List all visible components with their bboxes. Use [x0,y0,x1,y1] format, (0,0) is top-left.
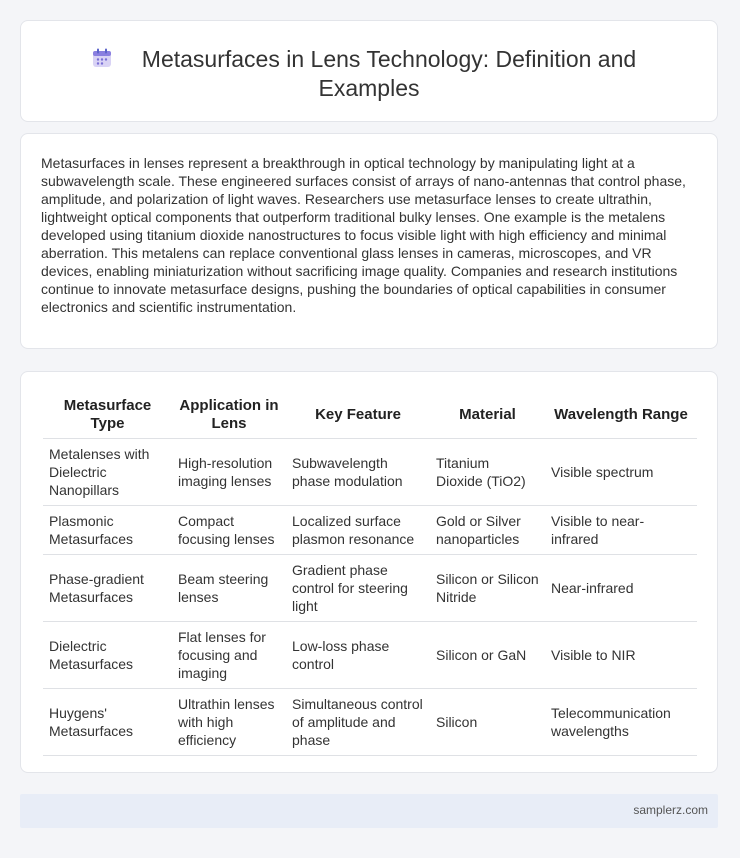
footer-bar [20,794,718,828]
table-row [43,555,697,622]
table-row [43,689,697,756]
cell-wavelength: Visible spectrum [545,439,697,506]
page-title-line2: Examples [318,75,420,101]
table-row [43,622,697,689]
table-card [20,371,718,773]
cell-application: Flat lenses for focusing and imaging [172,622,286,689]
page-title [21,45,717,103]
cell-type: Plasmonic Metasurfaces [43,506,172,555]
cell-material: Silicon or Silicon Nitride [430,555,545,622]
footer-site-link[interactable]: samplerz.com [633,803,708,817]
header-application: Application in Lens [172,392,286,439]
header-wavelength: Wavelength Range [545,392,697,439]
cell-key-feature: Simultaneous control of amplitude and phase [286,689,430,756]
cell-material: Silicon [430,689,545,756]
page-title-line1: Metasurfaces in Lens Technology: Definition and [141,46,637,72]
cell-application: Ultrathin lenses with high efficiency [172,689,286,756]
cell-type: Metalenses with Dielectric Nanopillars [43,439,172,506]
cell-application: Beam steering lenses [172,555,286,622]
table-row [43,439,697,506]
cell-key-feature: Gradient phase control for steering light [286,555,430,622]
title-card [20,20,718,122]
cell-wavelength: Visible to NIR [545,622,697,689]
cell-material: Titanium Dioxide (TiO2) [430,439,545,506]
cell-key-feature: Subwavelength phase modulation [286,439,430,506]
cell-type: Phase-gradient Metasurfaces [43,555,172,622]
cell-material: Silicon or GaN [430,622,545,689]
cell-material: Gold or Silver nanoparticles [430,506,545,555]
cell-application: High-resolution imaging lenses [172,439,286,506]
cell-wavelength: Telecommunication wavelengths [545,689,697,756]
cell-key-feature: Low-loss phase control [286,622,430,689]
header-key-feature: Key Feature [286,392,430,439]
header-type: Metasurface Type [43,392,172,439]
cell-wavelength: Visible to near-infrared [545,506,697,555]
cell-key-feature: Localized surface plasmon resonance [286,506,430,555]
cell-application: Compact focusing lenses [172,506,286,555]
intro-card [20,133,718,349]
cell-type: Huygens' Metasurfaces [43,689,172,756]
cell-type: Dielectric Metasurfaces [43,622,172,689]
table-row [43,506,697,555]
header-material: Material [430,392,545,439]
table-header-row [43,392,697,439]
metasurface-table [43,392,697,756]
cell-wavelength: Near-infrared [545,555,697,622]
intro-paragraph: Metasurfaces in lenses represent a breakthrough in optical technology by manipulating light at a subwavelength scale. These engineered surfaces consist of arrays of nano-antennas that control phase, amplitude, and polarization of light waves. Researchers use metasurface lenses to create ultrathin, lightweight optical components that outperform traditional bulky lenses. One example is the metalens developed using titanium dioxide nanostructures to focus visible light with high efficiency and minimal aberration. This metalens can replace conventional glass lenses in cameras, microscopes, and VR devices, enabling miniaturization without sacrificing image quality. Companies and research institutions continue to innovate metasurface designs, pushing the boundaries of optical capabilities in consumer electronics and scientific instrumentation. [41,155,686,315]
